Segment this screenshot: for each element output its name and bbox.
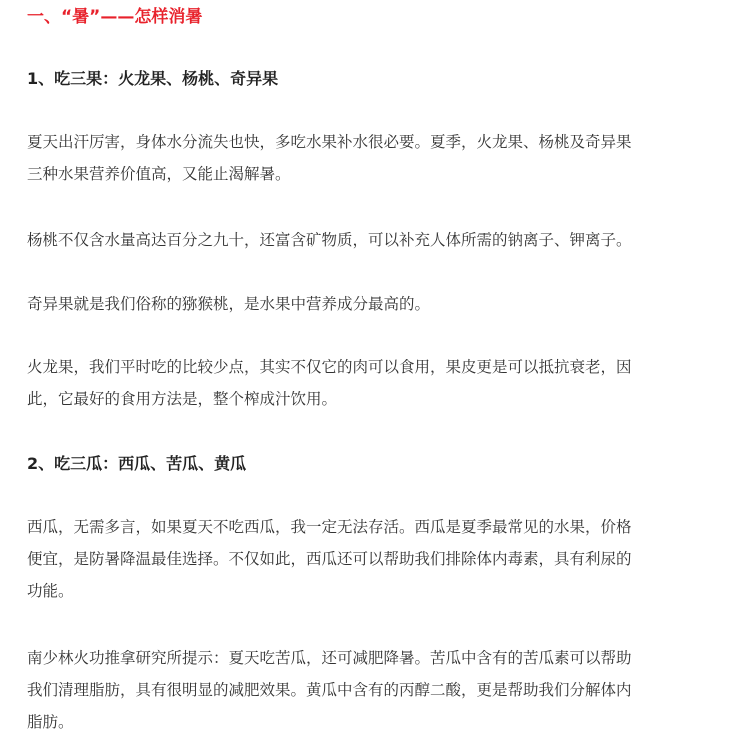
section-title: 一、“暑”——怎样消暑 (27, 7, 203, 27)
paragraph-watermelon (27, 511, 707, 607)
paragraph-line: 我们清理脂肪，具有很明显的减肥效果。黄瓜中含有的丙醇二酸，更是帮助我们分解体内 (27, 681, 632, 699)
paragraph-line: 三种水果营养价值高，又能止渴解暑。 (27, 165, 291, 183)
paragraph-starfruit (27, 224, 707, 256)
paragraph-dragonfruit (27, 351, 707, 415)
paragraph-line: 脂肪。 (27, 713, 74, 731)
paragraph-line: 杨桃不仅含水量高达百分之九十，还富含矿物质，可以补充人体所需的钠离子、钾离子。 (27, 231, 632, 249)
paragraph-kiwi (27, 288, 707, 320)
paragraph-sweating (27, 126, 707, 190)
paragraph-line: 西瓜，无需多言，如果夏天不吃西瓜，我一定无法存活。西瓜是夏季最常见的水果，价格 (27, 518, 632, 536)
paragraph-line: 功能。 (27, 582, 74, 600)
paragraph-bitter-melon (27, 642, 707, 738)
paragraph-line: 火龙果，我们平时吃的比较少点，其实不仅它的肉可以食用，果皮更是可以抵抗衰老，因 (27, 358, 632, 376)
sub-heading-three-fruits: 1、吃三果：火龙果、杨桃、奇异果 (27, 69, 279, 88)
paragraph-line: 便宜，是防暑降温最佳选择。不仅如此，西瓜还可以帮助我们排除体内毒素，具有利尿的 (27, 550, 632, 568)
paragraph-line: 奇异果就是我们俗称的猕猴桃，是水果中营养成分最高的。 (27, 295, 431, 313)
paragraph-line: 夏天出汗厉害，身体水分流失也快，多吃水果补水很必要。夏季，火龙果、杨桃及奇异果 (27, 133, 632, 151)
paragraph-line: 南少林火功推拿研究所提示：夏天吃苦瓜，还可减肥降暑。苦瓜中含有的苦瓜素可以帮助 (27, 649, 632, 667)
sub-heading-three-melons: 2、吃三瓜：西瓜、苦瓜、黄瓜 (27, 454, 247, 473)
paragraph-line: 此，它最好的食用方法是，整个榨成汁饮用。 (27, 390, 338, 408)
